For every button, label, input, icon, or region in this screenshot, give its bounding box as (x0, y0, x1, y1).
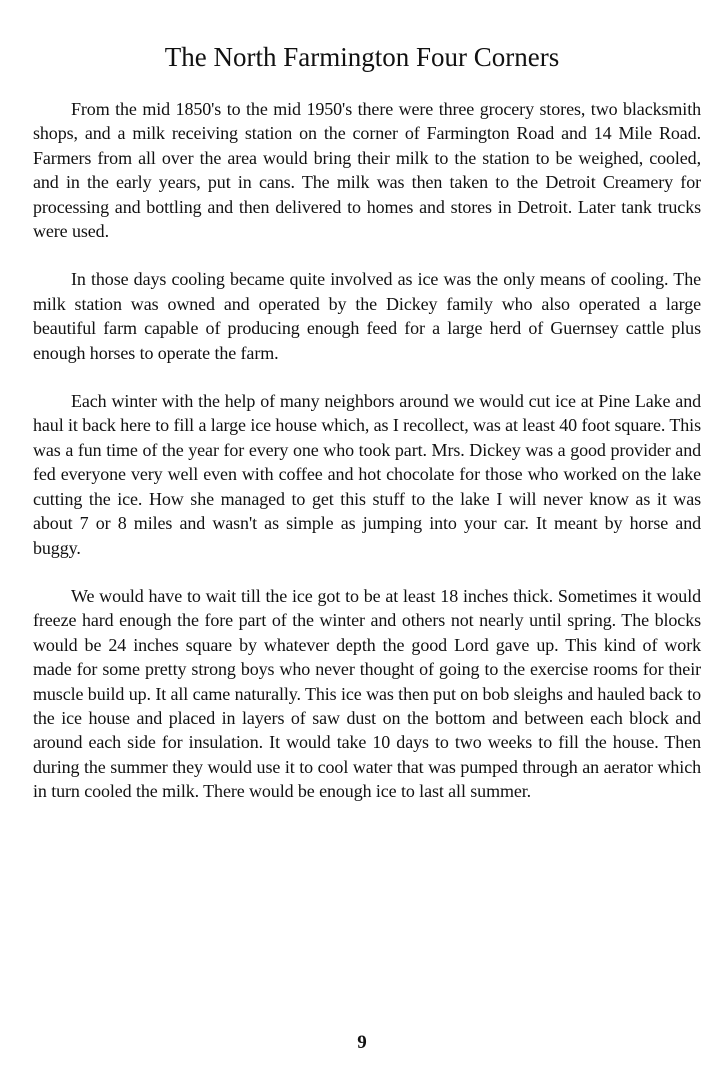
paragraph-3: Each winter with the help of many neighbors around we would cut ice at Pine Lake and haul it back here to fill a large ice house which, as I recollect, was at least 40 foot square. This was a fun time of the year for every one who took part. Mrs. Dickey was a good provider and fed everyone very well even with coffee and hot chocolate for those who worked on the lake cutting the ice. How she managed to get this stuff to the lake I will never know as it was about 7 or 8 miles and wasn't as simple as jumping into your car. It meant by horse and buggy. (33, 391, 701, 558)
paragraph-2: In those days cooling became quite involved as ice was the only means of cooling. The milk station was owned and operated by the Dickey family who also operated a large beautiful farm capable of producing enough feed for a large herd of Guernsey cattle plus enough horses to operate the farm. (33, 269, 701, 363)
paragraph-4: We would have to wait till the ice got to be at least 18 inches thick. Sometimes it would freeze hard enough the fore part of the winter and others not nearly until spring. The blocks would be 24 inches square by whatever depth the good Lord gave up. This kind of work made for some pretty strong boys who never thought of going to the exercise rooms for their muscle build up. It all came naturally. This ice was then put on bob sleighs and hauled back to the ice house and placed in layers of saw dust on the bottom and between each block and around each side for insulation. It would take 10 days to two weeks to fill the house. Then during the summer they would use it to cool water that was pumped through an aerator which in turn cooled the milk. There would be enough ice to last all summer. (33, 585, 701, 802)
paragraph-1: From the mid 1850's to the mid 1950's there were three grocery stores, two blacksmith shops, and a milk receiving station on the corner of Farmington Road and 14 Mile Road. Farmers from all over the area would bring their milk to the station to be weighed, cooled, and in the early years, put in cans. The milk was then taken to the Detroit Creamery for processing and bottling and then delivered to homes and stores in Detroit. Later tank trucks were used. (33, 99, 701, 242)
page-number: 9 (357, 1032, 367, 1053)
page-title: The North Farmington Four Corners (164, 42, 560, 72)
body-text (33, 97, 701, 828)
